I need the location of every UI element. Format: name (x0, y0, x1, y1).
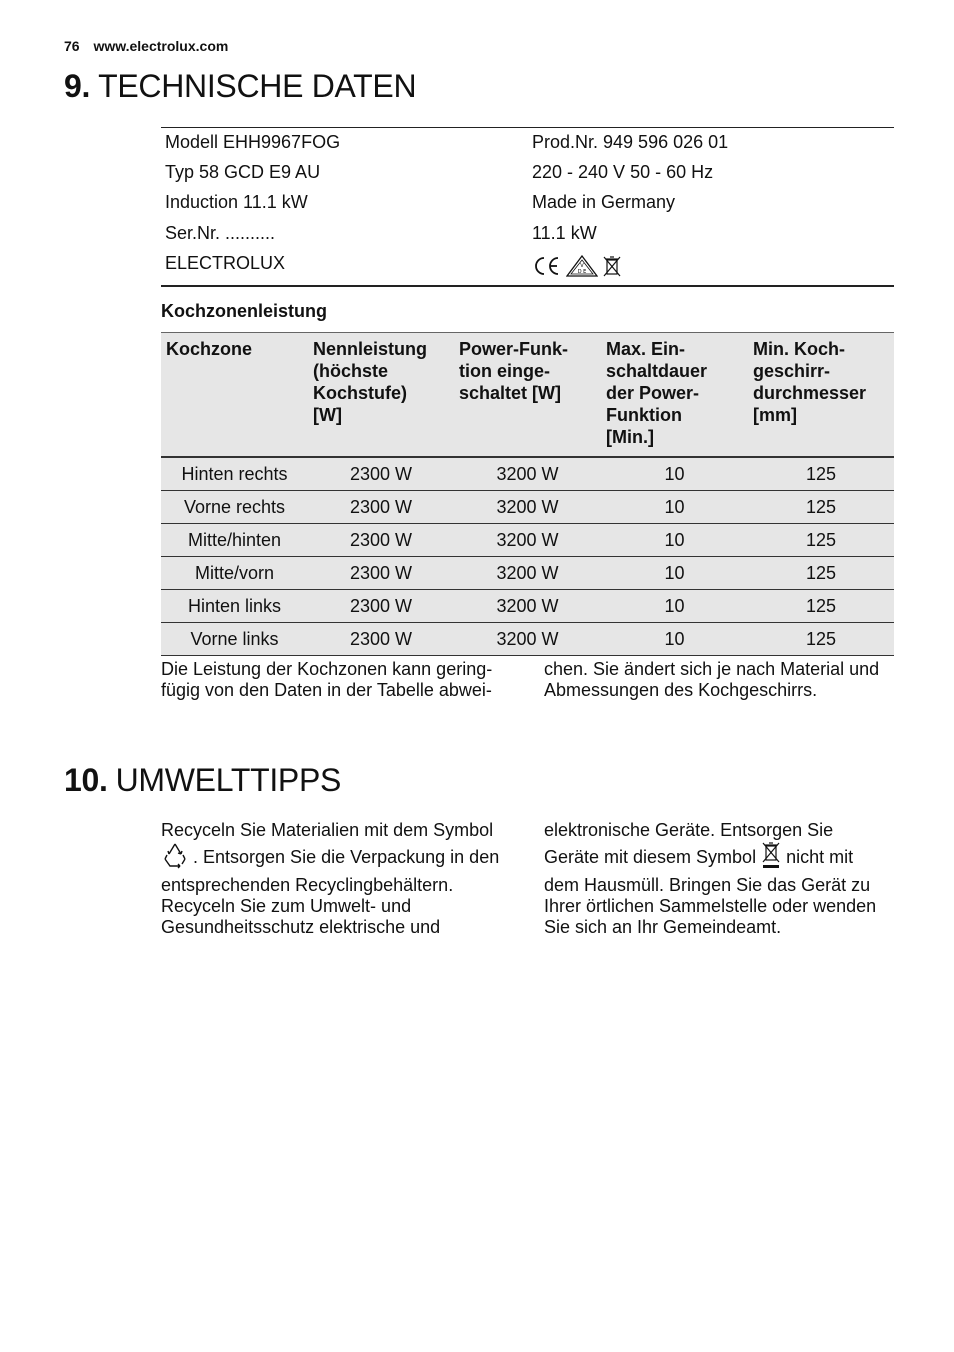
table-cell: 3200 W (454, 491, 601, 524)
text-line-with-icon (161, 841, 521, 873)
recycling-icon (161, 841, 189, 874)
subheading-kochzonenleistung: Kochzonenleistung (161, 301, 327, 321)
header-power-funktion (454, 333, 601, 458)
page-number: 76 (64, 38, 80, 54)
power-note-right (544, 659, 904, 701)
environment-text-left (161, 820, 521, 938)
header-line: Min. Koch- (753, 339, 845, 359)
text-line-with-icon (544, 841, 904, 873)
table-cell: 125 (748, 457, 894, 491)
text-line: Recyceln Sie zum Umwelt- und (161, 896, 412, 916)
table-cell: 3200 W (454, 590, 601, 623)
header-line: [W] (313, 405, 342, 425)
spec-left-4: ELECTROLUX (165, 253, 286, 273)
table-cell: 10 (601, 623, 748, 656)
table-cell: 10 (601, 524, 748, 557)
header-line: [Min.] (606, 427, 654, 447)
spec-right-2: Made in Germany (532, 192, 676, 212)
environment-text-right (544, 820, 904, 938)
table-cell: 2300 W (308, 524, 454, 557)
table-row (161, 457, 894, 491)
spec-right-3: 11.1 kW (532, 223, 597, 243)
power-note-left (161, 659, 521, 701)
text-line: fügig von den Daten in der Tabelle abwei- (161, 680, 492, 700)
table-cell: 2300 W (308, 491, 454, 524)
text-fragment: nicht mit (786, 846, 854, 867)
text-fragment: . Entsorgen Sie die Verpackung in den (193, 846, 500, 867)
table-cell: 2300 W (308, 557, 454, 590)
header-nennleistung (308, 333, 454, 458)
header-line: [mm] (753, 405, 797, 425)
crossed-bin-icon (602, 255, 622, 282)
cooking-zone-table (161, 332, 894, 656)
text-line: Abmessungen des Kochgeschirrs. (544, 680, 818, 700)
table-row (161, 491, 894, 524)
table-row (161, 590, 894, 623)
vde-mark-icon (566, 255, 598, 282)
table-cell: 10 (601, 457, 748, 491)
header-line: Funktion (606, 405, 682, 425)
table-cell: 10 (601, 557, 748, 590)
spec-left-2: Induction 11.1 kW (165, 192, 308, 212)
certification-symbols (532, 255, 622, 281)
table-cell: 10 (601, 491, 748, 524)
header-min-durchmesser (748, 333, 894, 458)
text-line: Ihrer örtlichen Sammelstelle oder wenden (544, 896, 877, 916)
header-kochzone (161, 333, 308, 458)
text-line: Die Leistung der Kochzonen kann gering- (161, 659, 493, 679)
table-cell: 2300 W (308, 623, 454, 656)
table-cell: Mitte/hinten (161, 524, 308, 557)
header-line: (höchste (313, 361, 389, 381)
table-row (161, 623, 894, 656)
header-line: durchmesser (753, 383, 867, 403)
table-row (161, 524, 894, 557)
section-title-text: TECHNISCHE DATEN (98, 68, 417, 104)
text-fragment: Geräte mit diesem Symbol (544, 846, 757, 867)
header-max-einschaltdauer (601, 333, 748, 458)
table-cell: 125 (748, 524, 894, 557)
header-line: Nennleistung (313, 339, 428, 359)
table-cell: Mitte/vorn (161, 557, 308, 590)
table-cell: 3200 W (454, 623, 601, 656)
ce-mark-icon (532, 255, 562, 282)
table-cell: Hinten links (161, 590, 308, 623)
crossed-bin-icon (761, 841, 781, 874)
header-line: tion einge- (459, 361, 550, 381)
section-number: 9. (64, 68, 91, 104)
section-title-umwelttipps (64, 762, 341, 799)
spec-right-0: Prod.Nr. 949 596 026 01 (532, 132, 729, 152)
page-header (64, 38, 228, 54)
text-line: chen. Sie ändert sich je nach Material und (544, 659, 880, 679)
spec-right-1: 220 - 240 V 50 - 60 Hz (532, 162, 714, 182)
svg-text:V: V (580, 262, 584, 269)
section-title-text: UMWELTTIPPS (115, 762, 342, 798)
header-line: Kochstufe) (313, 383, 407, 403)
table-cell: Vorne rechts (161, 491, 308, 524)
spec-left-0: Modell EHH9967FOG (165, 132, 341, 152)
table-row (161, 557, 894, 590)
table-cell: 3200 W (454, 524, 601, 557)
table-cell: 125 (748, 557, 894, 590)
table-cell: 125 (748, 491, 894, 524)
table-cell: 3200 W (454, 457, 601, 491)
text-line: elektronische Geräte. Entsorgen Sie (544, 820, 834, 840)
header-line: schaltdauer (606, 361, 708, 381)
table-cell: 3200 W (454, 557, 601, 590)
table-cell: 125 (748, 590, 894, 623)
text-line: Gesundheitsschutz elektrische und (161, 917, 441, 937)
text-line: Sie sich an Ihr Gemeindeamt. (544, 917, 782, 937)
section-title-technische-daten (64, 68, 416, 105)
table-cell: 2300 W (308, 590, 454, 623)
text-line: Recyceln Sie Materialien mit dem Symbol (161, 820, 494, 840)
section-number: 10. (64, 762, 108, 798)
header-line: schaltet [W] (459, 383, 562, 403)
table-cell: 10 (601, 590, 748, 623)
table-cell: Hinten rechts (161, 457, 308, 491)
table-header-row (161, 333, 894, 458)
spec-left-3: Ser.Nr. .......... (165, 223, 276, 243)
header-line: der Power- (606, 383, 700, 403)
rating-plate (161, 127, 894, 287)
table-cell: 125 (748, 623, 894, 656)
header-line: geschirr- (753, 361, 831, 381)
table-cell: 2300 W (308, 457, 454, 491)
svg-text:D E: D E (577, 268, 587, 275)
text-line: entsprechenden Recyclingbehältern. (161, 875, 454, 895)
text-line: dem Hausmüll. Bringen Sie das Gerät zu (544, 875, 871, 895)
spec-left-1: Typ 58 GCD E9 AU (165, 162, 321, 182)
header-line: Kochzone (166, 339, 253, 359)
header-url[interactable]: www.electrolux.com (93, 38, 229, 54)
header-line: Max. Ein- (606, 339, 686, 359)
table-cell: Vorne links (161, 623, 308, 656)
header-line: Power-Funk- (459, 339, 569, 359)
